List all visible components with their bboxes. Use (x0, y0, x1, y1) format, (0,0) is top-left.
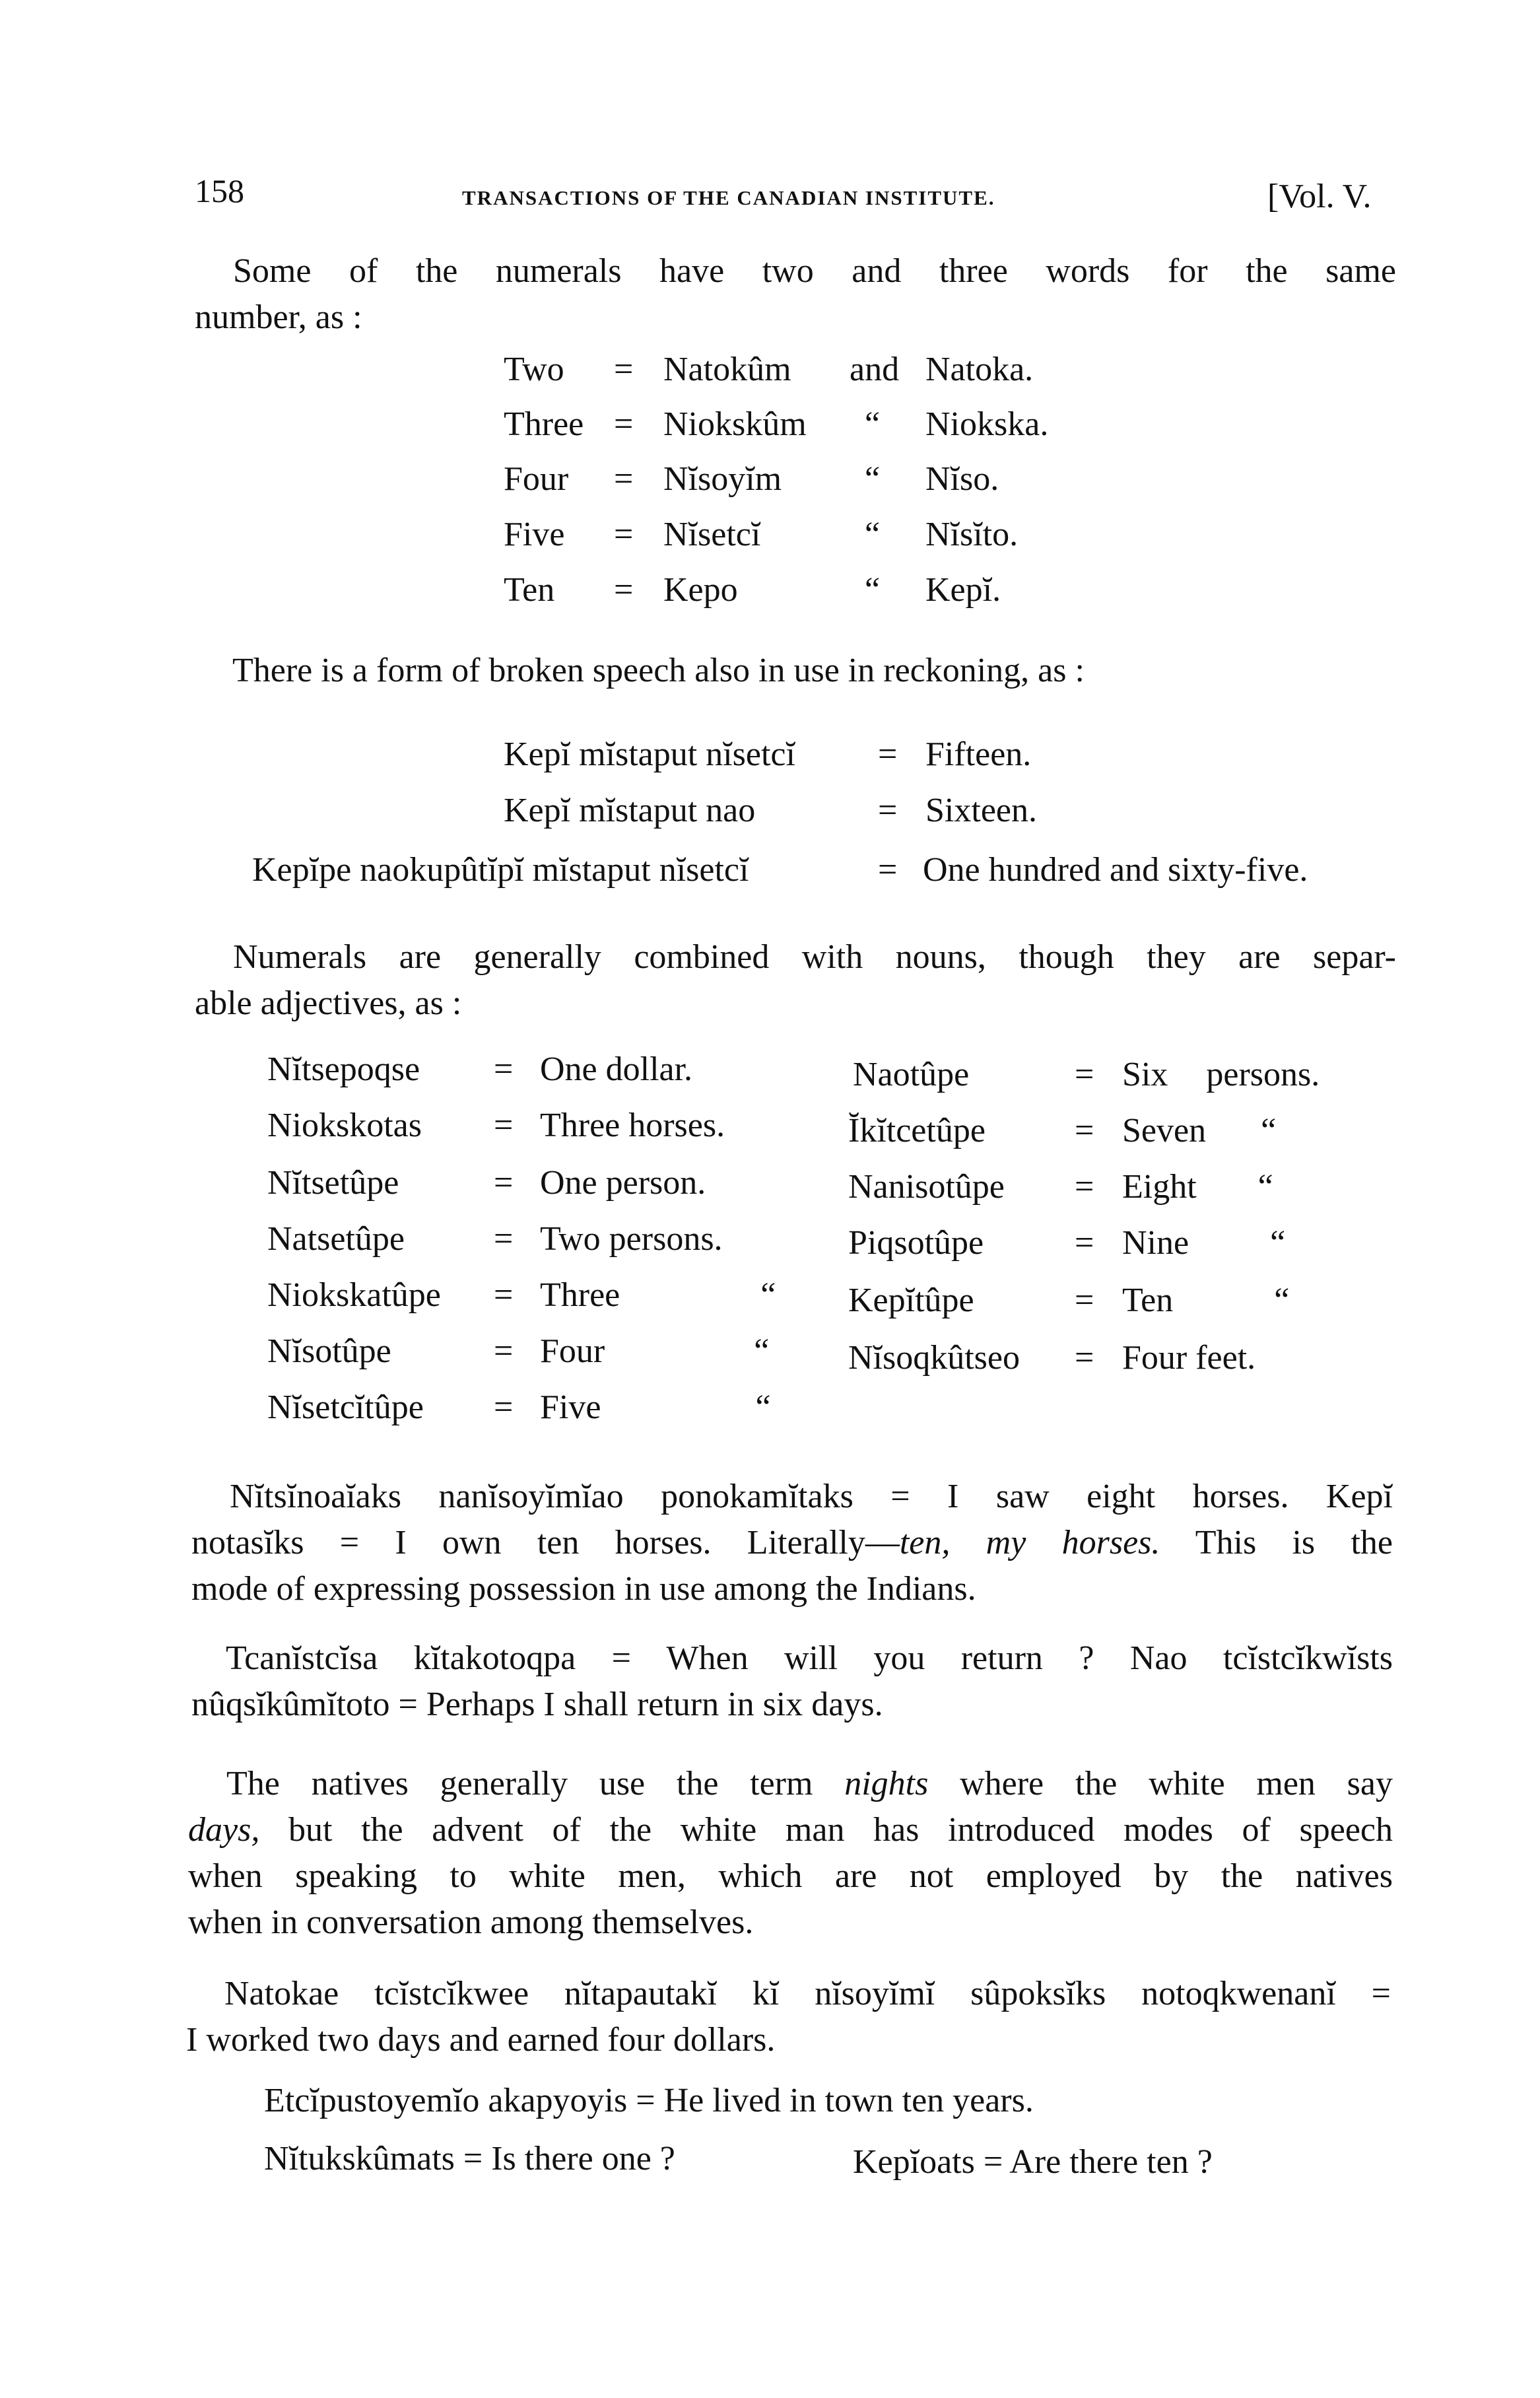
paragraph-possession (191, 1474, 1393, 1612)
text-line: Some of the numerals have two and three words for the same (233, 252, 1396, 290)
paragraph-return-question (191, 1635, 1393, 1728)
english-gloss: Six persons. (1122, 1056, 1320, 1093)
native-form-2: Niokska. (925, 405, 1049, 443)
text-line: Natokae tcĭstcĭkwee nĭtapautakĭ kĭ nĭsoyĭmĭ sûpoksĭks notoqkwenanĭ = (224, 1975, 1391, 2012)
native-form-1: Natokûm (663, 351, 791, 388)
english-gloss: Ten “ (1122, 1282, 1290, 1319)
text-line: I worked two days and earned four dollars. (186, 2021, 776, 2059)
paragraph-numerals-intro (195, 248, 1396, 341)
english-phrase: Sixteen. (925, 792, 1037, 829)
english-gloss: Nine “ (1122, 1224, 1286, 1262)
native-form-1: Nĭsoyĭm (663, 460, 782, 498)
equals-sign: = (1075, 1282, 1094, 1319)
equals-sign: = (494, 1388, 514, 1426)
native-word: Nĭsotûpe (267, 1332, 391, 1370)
text-line: when in conversation among themselves. (188, 1903, 754, 1941)
native-phrase: Kepĭ mĭstaput nao (504, 792, 756, 829)
equals-sign: = (614, 571, 634, 609)
native-form-2: Nĭsĭto. (925, 516, 1019, 553)
english-gloss: Eight “ (1122, 1168, 1273, 1206)
page-number: 158 (195, 172, 244, 209)
native-word: Niokskotas (267, 1107, 422, 1144)
paragraph-nights-days (188, 1761, 1393, 1946)
text-segment: This is the (1160, 1524, 1393, 1561)
paragraph-nouns-intro (195, 934, 1396, 1027)
ditto-mark: “ (865, 405, 881, 443)
native-form-2: Kepĭ. (925, 571, 1001, 609)
english-gloss: One dollar. (540, 1050, 693, 1088)
english-gloss: Three “ (540, 1276, 776, 1314)
text-line: number, as : (195, 298, 362, 336)
text-line: able adjectives, as : (195, 984, 462, 1022)
text-line (191, 1520, 1393, 1566)
equals-sign: = (494, 1164, 514, 1202)
native-phrase: Kepĭ mĭstaput nĭsetcĭ (504, 736, 795, 773)
equals-sign: = (614, 460, 634, 498)
native-word: Nĭsoqkûtseo (848, 1339, 1020, 1377)
equals-sign: = (494, 1050, 514, 1088)
english-numeral: Two (504, 351, 564, 388)
native-word: Niokskatûpe (267, 1276, 441, 1314)
equals-sign: = (878, 736, 898, 773)
native-word: Ĭkĭtcetûpe (848, 1112, 986, 1149)
equals-sign: = (1075, 1168, 1094, 1206)
native-word: Natsetûpe (267, 1220, 405, 1258)
text-line: nûqsĭkûmĭtoto = Perhaps I shall return in six days. (191, 1686, 883, 1723)
equals-sign: = (878, 792, 898, 829)
native-word: Piqsotûpe (848, 1224, 984, 1262)
english-numeral: Ten (504, 571, 555, 609)
english-phrase: Fifteen. (925, 736, 1032, 773)
italic-text: days, (188, 1811, 260, 1849)
conjunction: and (850, 351, 900, 388)
equals-sign: = (614, 516, 634, 553)
equals-sign: = (614, 351, 634, 388)
equals-sign: = (878, 851, 898, 889)
equals-sign: = (494, 1332, 514, 1370)
native-form-2: Nĭso. (925, 460, 999, 498)
native-form-2: Natoka. (925, 351, 1034, 388)
equals-sign: = (494, 1220, 514, 1258)
example-line: Nĭtukskûmats = Is there one ? (264, 2140, 675, 2177)
text-segment: notasĭks = I own ten horses. Literally— (191, 1524, 900, 1561)
equals-sign: = (1075, 1339, 1094, 1377)
english-gloss: Four “ (540, 1332, 770, 1370)
text-line: Nĭtsĭnoaĭaks nanĭsoyĭmĭao ponokamĭtaks = I saw eight horses. Kepĭ (230, 1478, 1393, 1515)
english-numeral: Three (504, 405, 584, 443)
native-form-1: Nĭsetcĭ (663, 516, 761, 553)
english-gloss: Four feet. (1122, 1339, 1256, 1377)
text-line: Numerals are generally combined with nouns, though they are separ- (233, 938, 1396, 976)
native-form-1: Niokskûm (663, 405, 807, 443)
italic-text: ten, my horses. (899, 1524, 1160, 1561)
english-gloss: Seven “ (1122, 1112, 1277, 1149)
equals-sign: = (1075, 1112, 1094, 1149)
text-segment: The natives generally use the term (226, 1765, 845, 1802)
paragraph-broken-speech: There is a form of broken speech also in use in reckoning, as : (232, 652, 1085, 689)
text-segment: where the white men say (928, 1765, 1393, 1802)
text-line (188, 1807, 1393, 1853)
native-phrase: Kepĭpe naokupûtĭpĭ mĭstaput nĭsetcĭ (252, 851, 749, 889)
equals-sign: = (1075, 1224, 1094, 1262)
ditto-mark: “ (865, 571, 881, 609)
native-word: Nĭsetcĭtûpe (267, 1388, 424, 1426)
text-line: mode of expressing possession in use among the Indians. (191, 1570, 976, 1608)
equals-sign: = (614, 405, 634, 443)
equals-sign: = (494, 1107, 514, 1144)
native-word: Nanisotûpe (848, 1168, 1005, 1206)
native-word: Kepĭtûpe (848, 1282, 974, 1319)
example-line: Etcĭpustoyemĭo akapyoyis = He lived in town ten years. (264, 2082, 1034, 2119)
native-form-1: Kepo (663, 571, 738, 609)
english-phrase: One hundred and sixty-five. (923, 851, 1308, 889)
english-gloss: Five “ (540, 1388, 771, 1426)
paragraph-worked-days (186, 1971, 1391, 2063)
native-word: Naotûpe (853, 1056, 970, 1093)
italic-text: nights (844, 1765, 929, 1802)
english-numeral: Four (504, 460, 569, 498)
ditto-mark: “ (865, 516, 881, 553)
running-title: TRANSACTIONS OF THE CANADIAN INSTITUTE. (462, 186, 995, 209)
ditto-mark: “ (865, 460, 881, 498)
english-gloss: One person. (540, 1164, 706, 1202)
native-word: Nĭtsetûpe (267, 1164, 399, 1202)
volume-label: [Vol. V. (1267, 178, 1372, 215)
text-line (188, 1761, 1393, 1807)
equals-sign: = (494, 1276, 514, 1314)
equals-sign: = (1075, 1056, 1094, 1093)
native-word: Nĭtsepoqse (267, 1050, 420, 1088)
text-segment: but the advent of the white man has introduced modes of speech (259, 1811, 1393, 1849)
example-line: Kepĭoats = Are there ten ? (853, 2143, 1213, 2181)
english-numeral: Five (504, 516, 565, 553)
english-gloss: Two persons. (540, 1220, 723, 1258)
english-gloss: Three horses. (540, 1107, 725, 1144)
text-line: Tcanĭstcĭsa kĭtakotoqpa = When will you return ? Nao tcĭstcĭkwĭsts (226, 1639, 1393, 1677)
text-line: when speaking to white men, which are not employed by the natives (188, 1857, 1393, 1895)
